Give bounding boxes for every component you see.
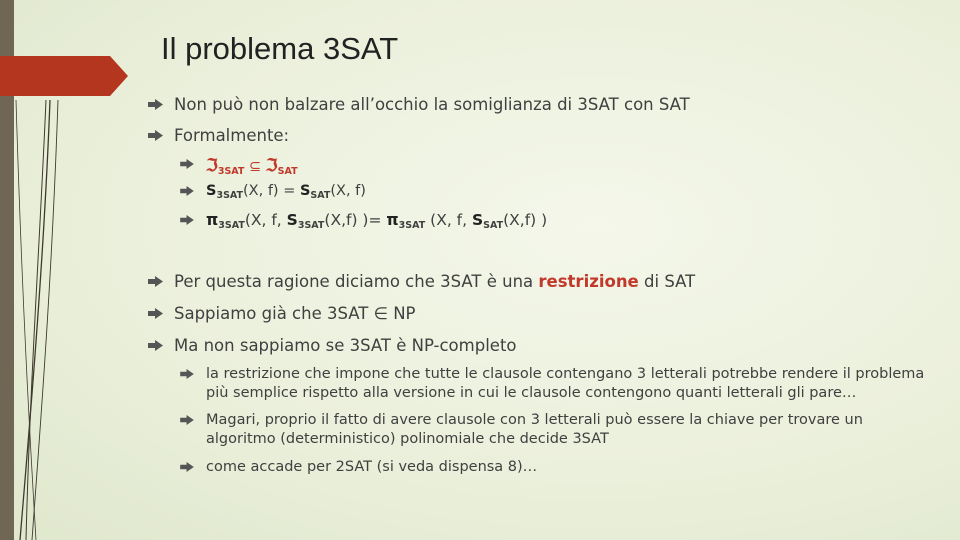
arrow-bullet-icon bbox=[148, 99, 163, 110]
arrow-bullet-icon bbox=[148, 130, 163, 141]
sub-bullet-2sat: come accade per 2SAT (si veda dispensa 8)… bbox=[148, 458, 928, 477]
formula-solutions bbox=[148, 182, 928, 201]
restriction-highlight: restrizione bbox=[538, 272, 639, 291]
bullet-similarity: Non può non balzare all’occhio la somiglianza di 3SAT con SAT bbox=[148, 94, 928, 116]
formula-instances bbox=[148, 155, 928, 178]
formula-predicate-text: $\pi_{3SAT}(X$, f, $S_{3SAT}(X,f)$ )= $\pi_{3SAT}$ (X, f, $S_{SAT}(X,f)$ ) bbox=[206, 211, 548, 231]
arrow-bullet-icon bbox=[180, 369, 194, 379]
formula-predicate bbox=[148, 211, 928, 230]
arrow-bullet-icon bbox=[180, 215, 194, 225]
title-accent-tab bbox=[0, 56, 128, 96]
arrow-bullet-icon bbox=[180, 159, 194, 169]
bullet-in-np: Sappiamo già che 3SAT ∈ NP bbox=[148, 303, 928, 325]
bullet-list bbox=[148, 94, 928, 477]
slide-title: Il problema 3SAT bbox=[161, 31, 399, 66]
arrow-bullet-icon bbox=[148, 276, 163, 287]
arrow-bullet-icon bbox=[180, 186, 194, 196]
bullet-formally: Formalmente: bbox=[148, 125, 928, 147]
bullet-np-complete: Ma non sappiamo se 3SAT è NP-completo bbox=[148, 335, 928, 357]
arrow-bullet-icon bbox=[180, 415, 194, 425]
formula-solutions-text: $S_{3SAT}(X$, $f) = S_{SAT}(X$, f) bbox=[206, 183, 366, 201]
bullet-restriction: Per questa ragione diciamo che 3SAT è una restrizione di SAT bbox=[148, 271, 928, 293]
formula-instances-text: ℑ$_{3SAT}$ ⊆ ℑ$_{SAT}$ bbox=[206, 156, 298, 177]
arrow-bullet-icon bbox=[148, 340, 163, 351]
sub-bullet-restriction-simpler: la restrizione che impone che tutte le clausole contengano 3 letterali potrebbe rendere il problema più semplice rispetto alla versione in cui le clausole contengono quanti letterali gli pare… bbox=[148, 365, 928, 403]
arrow-bullet-icon bbox=[148, 308, 163, 319]
arrow-bullet-icon bbox=[180, 462, 194, 472]
sub-bullet-polynomial-key: Magari, proprio il fatto di avere clausole con 3 letterali può essere la chiave per trovare un algoritmo (deterministico) polinomiale che decide 3SAT bbox=[148, 411, 928, 449]
